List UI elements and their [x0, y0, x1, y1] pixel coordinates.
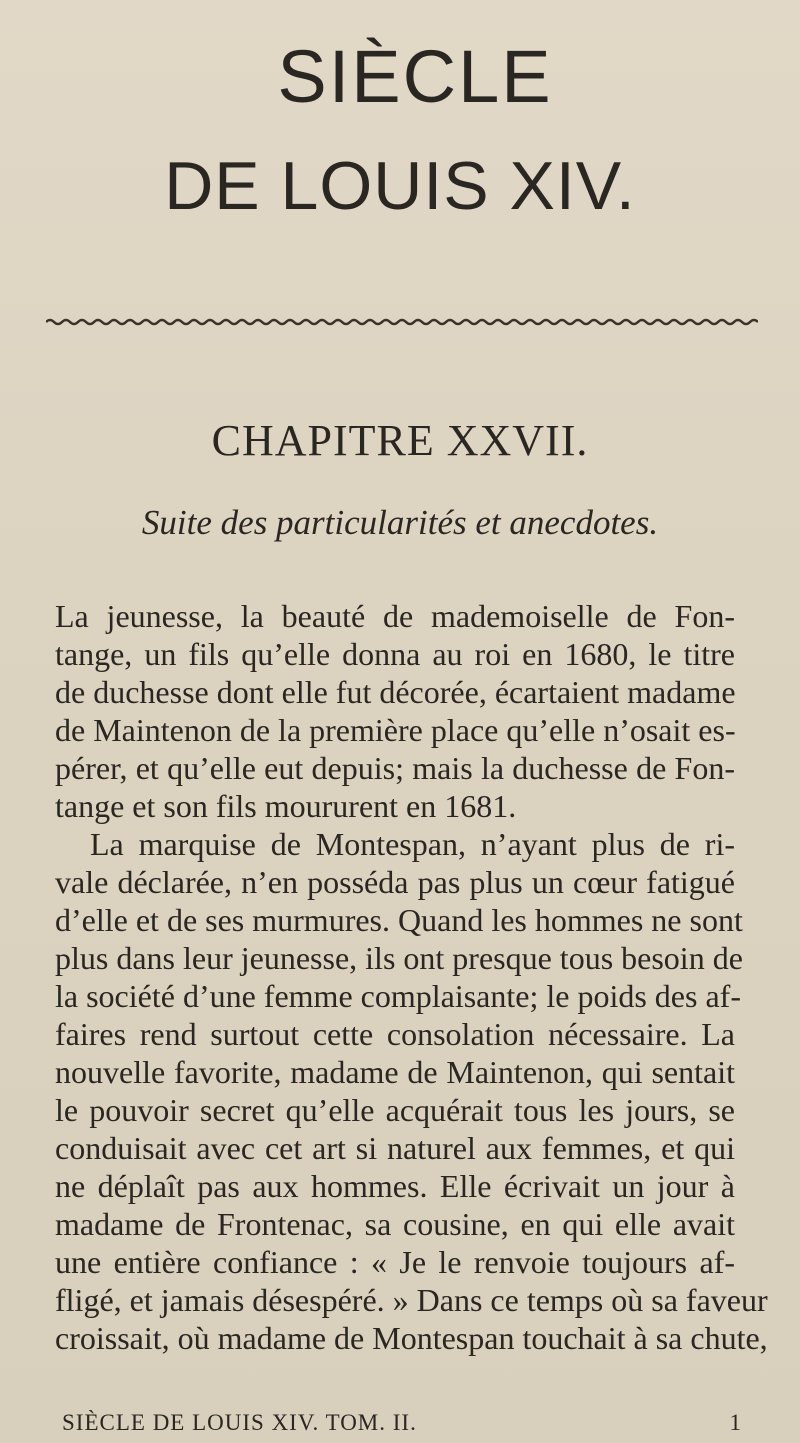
text-line: une entière confiance : « Je le renvoie toujours af-: [55, 1244, 735, 1280]
text-line: La jeunesse, la beauté de mademoiselle de Fon-: [55, 598, 735, 634]
text-line: de Maintenon de la première place qu’elle n’osait es-: [55, 712, 736, 748]
text-line: la société d’une femme complaisante; le poids des af-: [55, 978, 741, 1014]
text-line: croissait, où madame de Montespan touchait à sa chute,: [55, 1320, 768, 1356]
chapter-subtitle: Suite des particularités et anecdotes.: [141, 503, 659, 542]
text-line: ne déplaît pas aux hommes. Elle écrivait un jour à: [55, 1168, 735, 1204]
text-line: d’elle et de ses murmures. Quand les hommes ne sont: [55, 902, 743, 938]
signature-mark: 1: [729, 1410, 742, 1435]
text-line: conduisait avec cet art si naturel aux femmes, et qui: [55, 1130, 735, 1166]
text-line: tange, un fils qu’elle donna au roi en 1680, le titre: [55, 636, 735, 672]
text-line: vale déclarée, n’en posséda pas plus un cœur fatigué: [55, 864, 735, 900]
text-line: le pouvoir secret qu’elle acquérait tous les jours, se: [55, 1092, 735, 1128]
text-line: de duchesse dont elle fut décorée, écartaient madame: [55, 674, 736, 710]
book-title-line-1: SIÈCLE: [277, 35, 553, 118]
ornamental-rule: [46, 318, 758, 326]
text-line: La marquise de Montespan, n’ayant plus de ri-: [90, 826, 735, 862]
text-line: tange et son fils moururent en 1681.: [55, 788, 517, 824]
text-line: madame de Frontenac, sa cousine, en qui elle avait: [55, 1206, 735, 1242]
text-line: plus dans leur jeunesse, ils ont presque tous besoin de: [55, 940, 743, 976]
text-line: pérer, et qu’elle eut depuis; mais la duchesse de Fon-: [55, 750, 735, 786]
book-title-line-2: DE LOUIS XIV.: [164, 148, 636, 224]
chapter-heading: CHAPITRE XXVII.: [211, 416, 589, 465]
page-footer: [62, 1410, 742, 1436]
running-title: SIÈCLE DE LOUIS XIV. TOM. II.: [62, 1410, 417, 1435]
text-line: faires rend surtout cette consolation nécessaire. La: [55, 1016, 735, 1052]
text-line: fligé, et jamais désespéré. » Dans ce temps où sa faveur: [55, 1282, 768, 1318]
text-line: nouvelle favorite, madame de Maintenon, qui sentait: [55, 1054, 735, 1090]
